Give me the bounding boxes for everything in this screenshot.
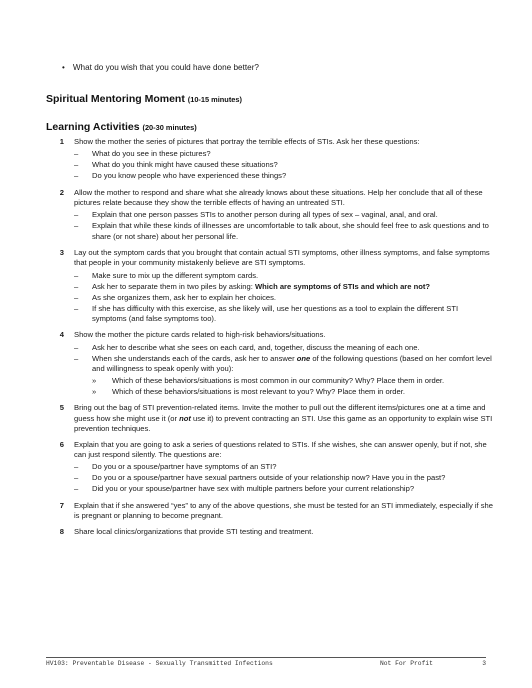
activity-item-2 xyxy=(46,188,494,243)
sub-item: – Ask her to describe what she sees on each card, and, together, discuss the meaning of each one. xyxy=(74,342,420,352)
sub-item: – Do you or a spouse/partner have sexual partners outside of your relationship now? Have you in the past? xyxy=(74,473,446,483)
sub-item: – What do you think might have caused these situations? xyxy=(74,160,278,170)
item-text: Share local clinics/organizations that provide STI testing and treatment. xyxy=(74,526,314,536)
section-heading-spiritual: Spiritual Mentoring Moment (10-15 minutes) xyxy=(46,93,242,105)
item-number: 8 xyxy=(59,526,64,536)
list-item xyxy=(62,63,259,72)
sub-sub-item: » Which of these behaviors/situations is most common in our community? Why? Place them in order. xyxy=(92,375,445,385)
page-footer xyxy=(46,657,486,667)
item-number: 7 xyxy=(59,500,64,510)
sub-item: – Explain that one person passes STIs to another person during all types of sex – vaginal, anal, and oral. xyxy=(74,210,438,220)
footer-title: HV103: Preventable Disease - Sexually Transmitted Infections xyxy=(46,660,273,667)
page-number: 3 xyxy=(482,660,486,667)
key-question: Which are symptoms of STIs and which are not? xyxy=(254,281,431,291)
sub-sub-item: » Which of these behaviors/situations is most relevant to you? Why? Place them in order. xyxy=(92,386,405,396)
item-text: Allow the mother to respond and share what she already knows about these situations. Help her conclude that all of these pictures relate because they show the terrible effects of having an untreated STI. xyxy=(74,187,483,207)
bullet-icon: • xyxy=(62,63,65,72)
sub-item: – If she has difficulty with this exercise, as she likely will, use her questions as a tool to explain the different STI symptoms (and false symptoms too). xyxy=(74,303,459,324)
item-text: Show the mother the picture cards related to high-risk behaviors/situations. xyxy=(74,330,326,340)
section-heading-learning: Learning Activities (20-30 minutes) xyxy=(46,121,197,133)
activity-item-7 xyxy=(46,501,494,522)
item-number: 3 xyxy=(59,248,64,257)
item-number: 2 xyxy=(59,187,64,197)
item-number: 6 xyxy=(59,439,64,449)
activity-item-8 xyxy=(46,527,494,537)
item-number: 5 xyxy=(59,403,64,413)
footer-tag: Not For Profit xyxy=(380,660,433,667)
item-text: Bring out the bag of STI prevention-related items. Invite the mother to pull out the different items/pictures one at a time and guess how she might use it (or not use it) to prevent contracting an STI. Use this game as an opportunity to explain wise STI prevention techniques. xyxy=(74,403,493,434)
sub-item: – As she organizes them, ask her to explain her choices. xyxy=(74,292,277,302)
activity-item-3 xyxy=(46,248,494,325)
sub-item: – Make sure to mix up the different symptom cards. xyxy=(74,270,259,280)
item-number: 1 xyxy=(59,137,64,146)
learning-activities-list xyxy=(46,137,494,542)
activity-item-1 xyxy=(46,137,494,182)
activity-item-6 xyxy=(46,440,494,496)
item-text: Explain that if she answered “yes” to any of the above questions, she must be tested for an STI immediately, especially if she is pregnant or planning to become pregnant. xyxy=(74,500,493,521)
item-text: Lay out the symptom cards that you brought that contain actual STI symptoms, other illness symptoms, and false symptoms that people in your community mistakenly believe are STI symptoms. xyxy=(74,248,490,268)
bullet-text: What do you wish that you could have done better? xyxy=(72,63,259,72)
sub-item: – Ask her to separate them in two piles by asking: Which are symptoms of STIs and which are not? xyxy=(74,281,431,291)
sub-item: – Explain that while these kinds of illnesses are uncomfortable to talk about, she should feel free to ask questions and to share (or not share) about her personal life. xyxy=(74,221,489,241)
item-text: Explain that you are going to ask a series of questions related to STIs. If she wishes, she can answer openly, but if not, she can just respond silently. The questions are: xyxy=(74,439,487,460)
activity-item-5 xyxy=(46,403,494,434)
activity-item-4 xyxy=(46,330,494,398)
emphasis: not xyxy=(179,413,191,423)
item-number: 4 xyxy=(59,330,64,340)
sub-item: – Do you or a spouse/partner have symptoms of an STI? xyxy=(74,462,277,472)
item-text: Show the mother the series of pictures that portray the terrible effects of STIs. Ask her these questions: xyxy=(74,137,420,146)
sub-item: – What do you see in these pictures? xyxy=(74,149,211,159)
sub-item: – Did you or your spouse/partner have sex with multiple partners before your current relationship? xyxy=(74,484,415,494)
sub-item: – When she understands each of the cards, ask her to answer one of the following questions (based on her comfort level and willingness to speak openly with you): xyxy=(74,353,492,374)
emphasis: one xyxy=(296,353,311,363)
sub-item: – Do you know people who have experienced these things? xyxy=(74,171,287,181)
